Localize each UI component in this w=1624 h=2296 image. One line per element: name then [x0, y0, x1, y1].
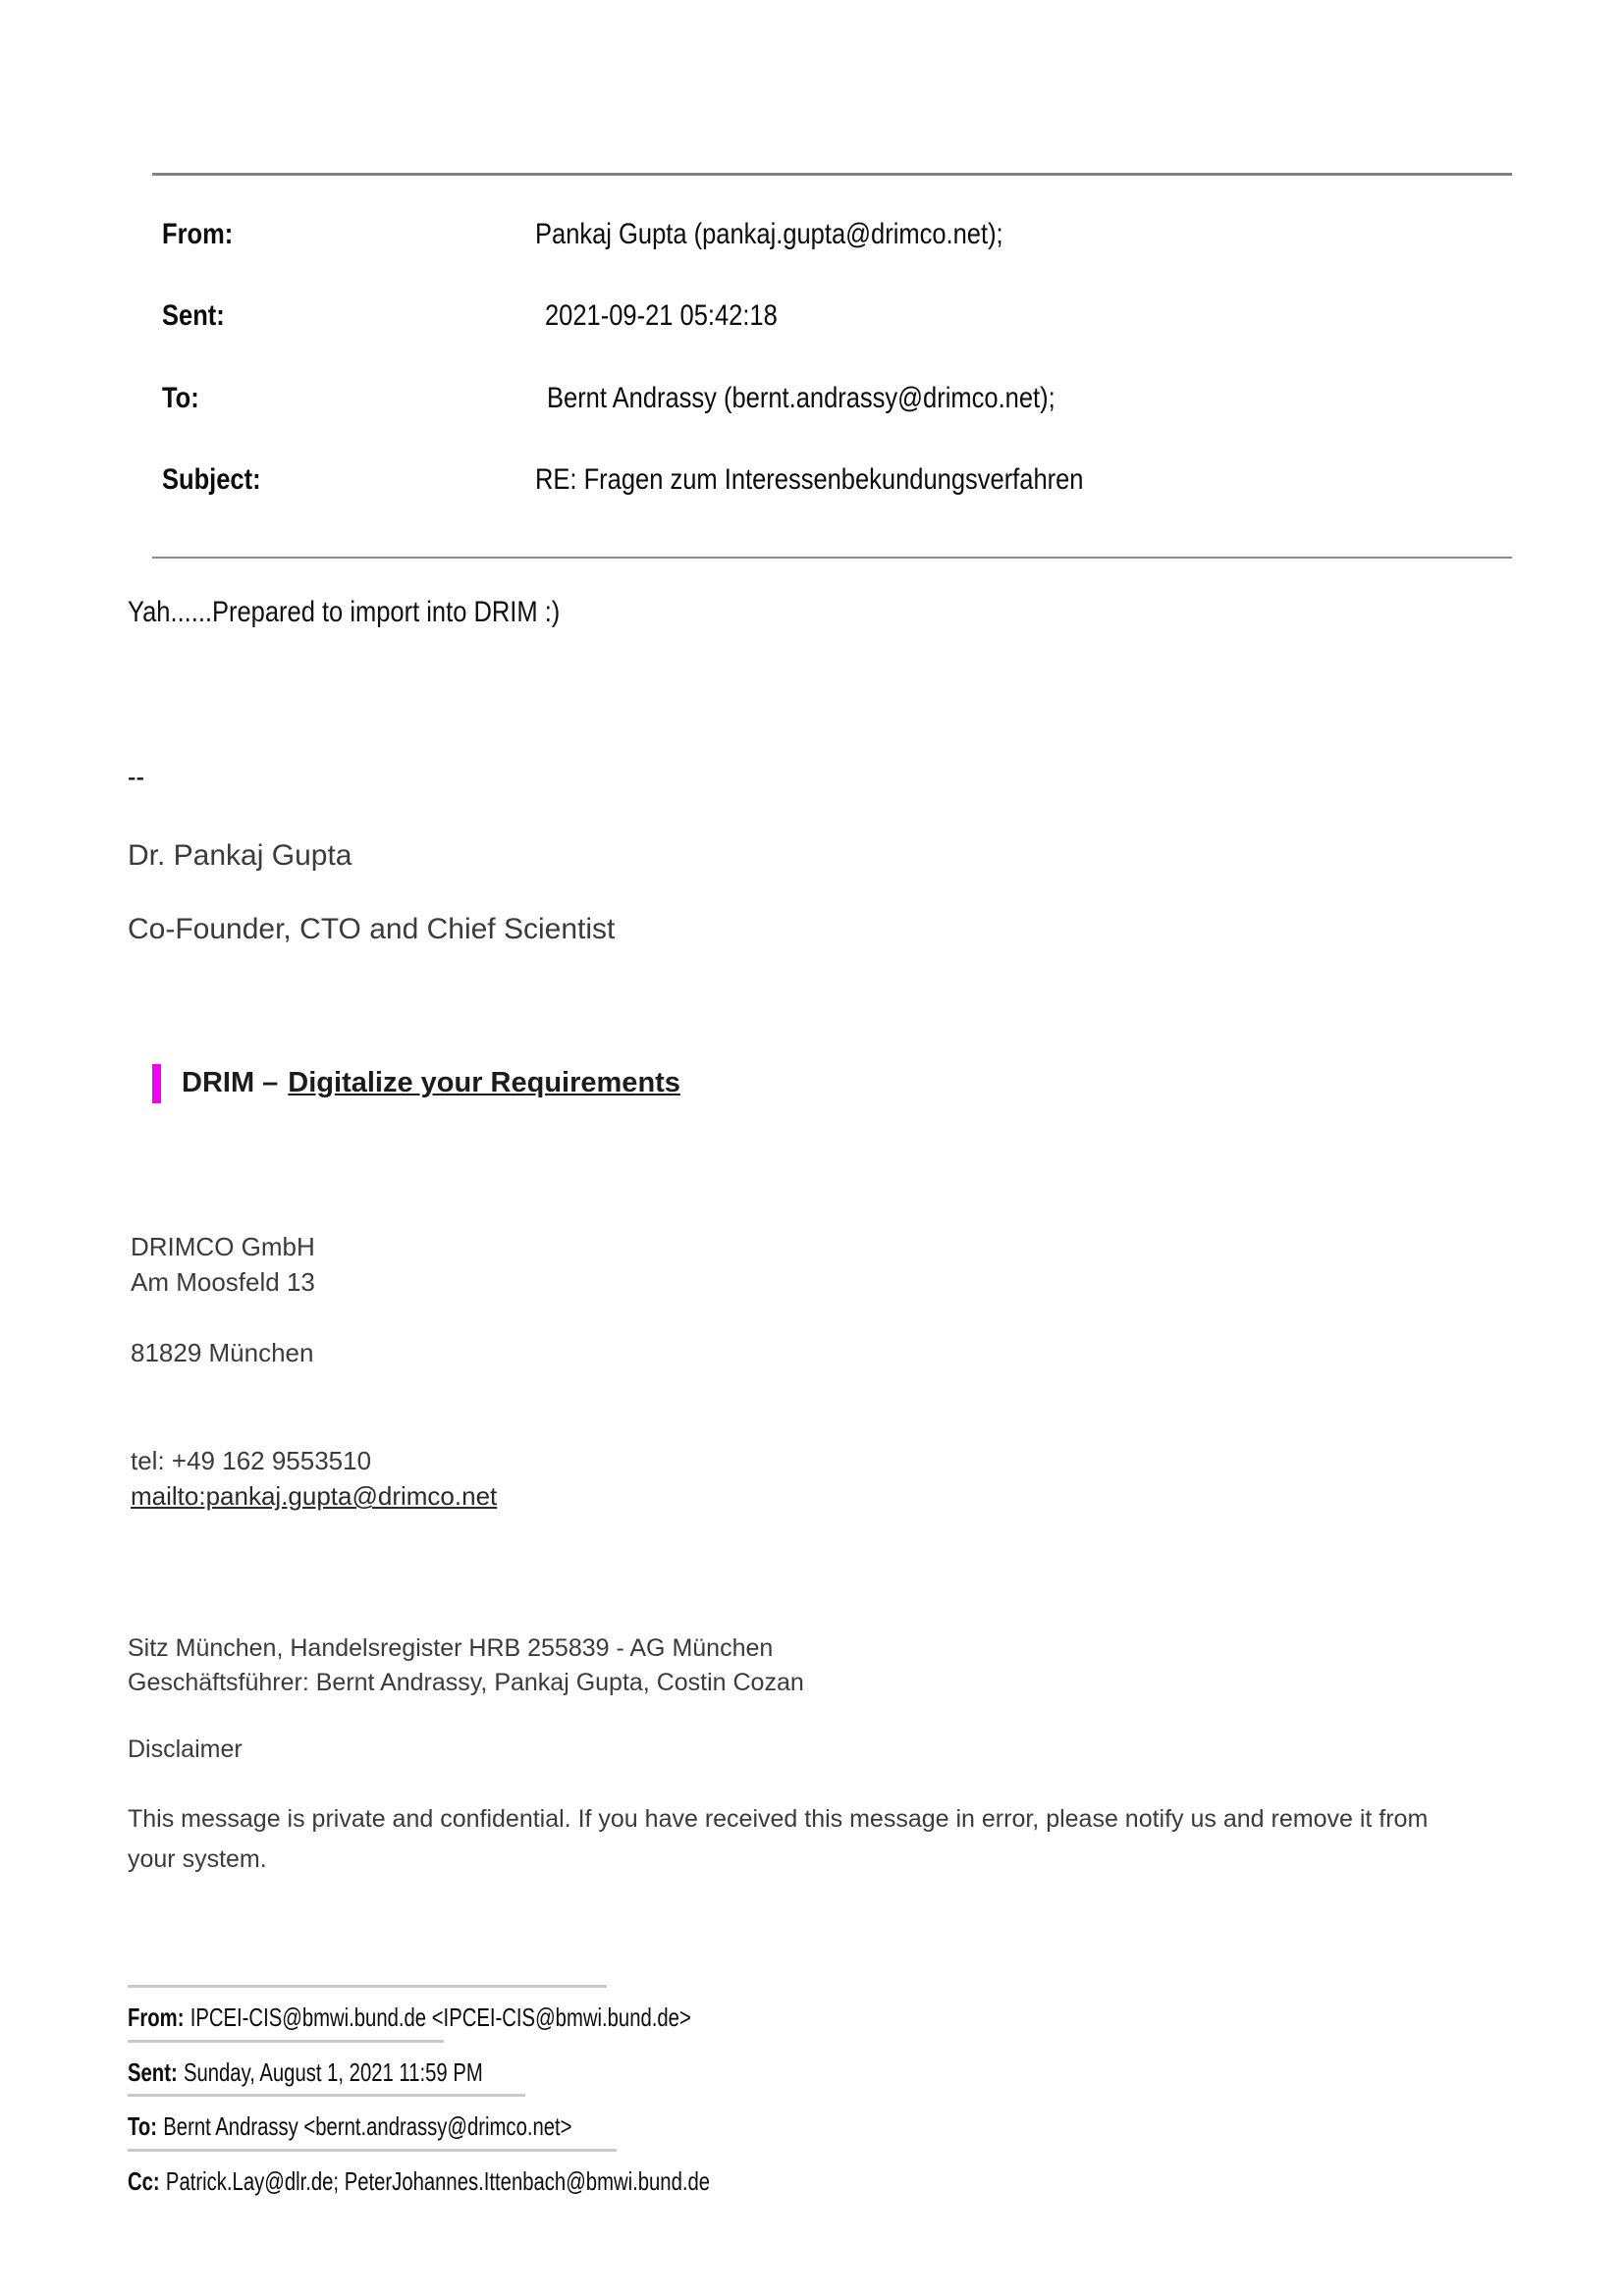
sent-label: Sent: [162, 299, 225, 332]
quoted-to-label: To: [128, 2111, 158, 2141]
to-value: Bernt Andrassy (bernt.andrassy@drimco.net); [547, 382, 1056, 414]
header-row-sent [0, 299, 1624, 333]
from-value: Pankaj Gupta (pankaj.gupta@drimco.net); [535, 218, 1003, 250]
quoted-row-sent [128, 2057, 583, 2088]
subject-value: RE: Fragen zum Interessenbekundungsverfahren [535, 463, 1084, 496]
sender-role: Co-Founder, CTO and Chief Scientist [128, 913, 616, 945]
quoted-from-label: From: [128, 2002, 185, 2032]
brand-accent-bar [152, 1064, 161, 1103]
signature-divider: -- [128, 761, 144, 793]
quoted-row-to [128, 2111, 697, 2142]
company-registry: Sitz München, Handelsregister HRB 255839 - AG München [128, 1634, 774, 1662]
quoted-rule-4 [128, 2149, 617, 2152]
company-management: Geschäftsführer: Bernt Andrassy, Pankaj Gupta, Costin Cozan [128, 1669, 804, 1696]
quoted-rule-1 [128, 1985, 607, 1988]
company-tel: tel: +49 162 9553510 [131, 1446, 372, 1475]
message-text: Yah......Prepared to import into DRIM :) [128, 596, 561, 628]
brand-link[interactable]: Digitalize your Requirements [288, 1067, 680, 1098]
from-label: From: [162, 218, 234, 250]
company-name: DRIMCO GmbH [131, 1232, 315, 1261]
quoted-row-cc [128, 2166, 874, 2197]
mailto-link[interactable]: mailto:pankaj.gupta@drimco.net [131, 1481, 498, 1511]
quoted-from-value: IPCEI-CIS@bmwi.bund.de <IPCEI-CIS@bmwi.bund.de> [189, 2002, 691, 2032]
quoted-to-value: Bernt Andrassy <bernt.andrassy@drimco.net> [163, 2111, 572, 2141]
header-bottom-rule [152, 557, 1512, 559]
subject-label: Subject: [162, 463, 261, 496]
header-top-rule [152, 173, 1512, 176]
header-row-subject [0, 463, 1624, 497]
company-street: Am Moosfeld 13 [131, 1267, 315, 1297]
company-city: 81829 München [131, 1338, 314, 1367]
disclaimer-line-2: your system. [128, 1845, 267, 1873]
quoted-sent-label: Sent: [128, 2057, 178, 2087]
quoted-cc-value: Patrick.Lay@dlr.de; PeterJohannes.Ittenbach@bmwi.bund.de [165, 2166, 711, 2196]
disclaimer-title: Disclaimer [128, 1735, 243, 1763]
header-row-from [0, 218, 1624, 251]
quoted-rule-3 [128, 2094, 525, 2097]
quoted-sent-value: Sunday, August 1, 2021 11:59 PM [183, 2057, 483, 2087]
to-label: To: [162, 382, 199, 414]
quoted-rule-2 [128, 2040, 444, 2043]
sent-value: 2021-09-21 05:42:18 [545, 299, 778, 332]
quoted-row-from [128, 2002, 850, 2033]
brand-prefix: DRIM – [182, 1067, 279, 1098]
brand-line [182, 1067, 680, 1099]
header-row-to [0, 382, 1624, 415]
sender-name: Dr. Pankaj Gupta [128, 839, 352, 872]
disclaimer-line-1: This message is private and confidential. If you have received this message in error, please notify us and remove it from [128, 1805, 1429, 1833]
disclaimer-text [128, 1799, 1571, 1880]
quoted-cc-label: Cc: [128, 2166, 160, 2196]
